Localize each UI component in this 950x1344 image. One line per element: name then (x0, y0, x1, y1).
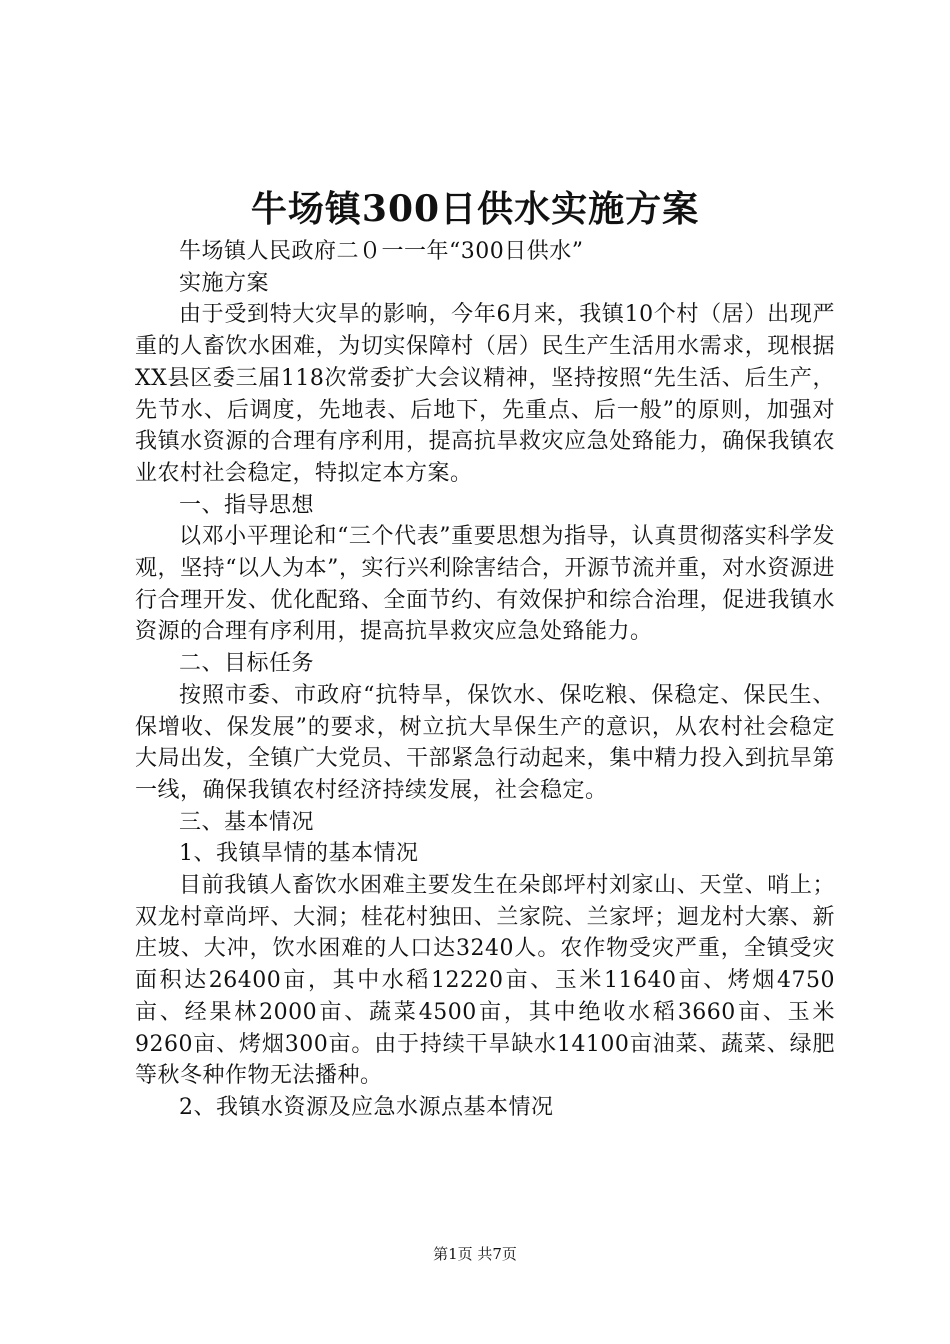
subsection-heading-water-resources: 2、我镇水资源及应急水源点基本情况 (179, 1094, 554, 1120)
paragraph-drought-details: 目前我镇人畜饮水困难主要发生在朵郎坪村刘家山、天堂、哨上；双龙村章尚坪、大洞；桂花村独田、兰家院、兰家坪；迴龙村大寨、新庄坡、大冲，饮水困难的人口达3240人。农作物受灾严重，全镇受灾面积达26400亩，其中水稻12220亩、玉米11640亩、烤烟4750亩、经果林2000亩、蔬菜4500亩，其中绝收水稻3660亩、玉米9260亩、烤烟300亩。由于持续干旱缺水14100亩油菜、蔬菜、绿肥等秋冬种作物无法播种。 (135, 873, 835, 1089)
document-title: 牛场镇300日供水实施方案 (250, 188, 700, 230)
page-footer: 第1页 共7页 (433, 1245, 517, 1263)
section-heading-basic-situation: 三、基本情况 (179, 809, 315, 835)
paragraph-intro: 由于受到特大灾旱的影响，今年6月来，我镇10个村（居）出现严重的人畜饮水困难，为切实保障村（居）民生产生活用水需求，现根据XX县区委三届118次常委扩大会议精神，坚持按照“先生活、后生产，先节水、后调度，先地表、后地下，先重点、后一般”的原则，加强对我镇水资源的合理有序利用，提高抗旱救灾应急处臵能力，确保我镇农业农村社会稳定，特拟定本方案。 (135, 302, 835, 486)
section-heading-guiding-thought: 一、指导思想 (179, 492, 315, 518)
document-body (135, 236, 835, 1124)
paragraph-issuer: 牛场镇人民政府二０一一年“300日供水” (179, 239, 584, 264)
section-heading-goals: 二、目标任务 (179, 651, 315, 677)
subsection-heading-drought: 1、我镇旱情的基本情况 (179, 841, 419, 867)
paragraph-goals: 按照市委、市政府“抗特旱，保饮水、保吃粮、保稳定、保民生、保增收、保发展”的要求，树立抗大旱保生产的意识，从农村社会稳定大局出发，全镇广大党员、干部紧急行动起来，集中精力投入到抗旱第一线，确保我镇农村经济持续发展，社会稳定。 (135, 682, 835, 803)
paragraph-subtitle: 实施方案 (179, 270, 270, 296)
paragraph-guiding-thought: 以邓小平理论和“三个代表”重要思想为指导，认真贯彻落实科学发观，坚持“以人为本”，实行兴利除害结合，开源节流并重，对水资源进行合理开发、优化配臵、全面节约、有效保护和综合治理，促进我镇水资源的合理有序利用，提高抗旱救灾应急处臵能力。 (135, 524, 835, 645)
